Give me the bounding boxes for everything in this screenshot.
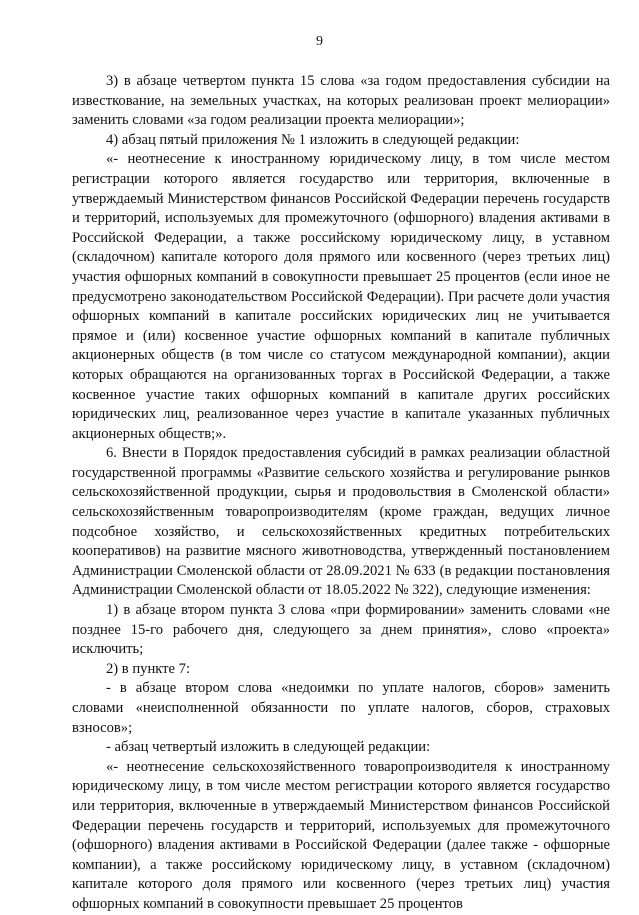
paragraph-subitem-2: 2) в пункте 7:: [106, 660, 191, 677]
paragraph-item-4: 4) абзац пятый приложения № 1 изложить в следующей редакции:: [106, 131, 520, 148]
document-body: [72, 72, 610, 915]
paragraph-offshore-definition-2: «- неотнесение сельскохозяйственного товаропроизводителя к иностранному юридическому лицу, в том числе местом регистрации которого является государство или территория, включенные в утверждаемый Министерством финансов Российской Федерации перечень государств и территорий, используемых для промежуточного (офшорного) владения активами в Российской Федерации (далее также - офшорные компании), а также российскому юридическому лицу, в уставном (складочном) капитале которого доля прямого или косвенного (через третьих лиц) участия офшорных компаний в совокупности превышает 25 процентов: [72, 758, 610, 912]
paragraph-item-3: 3) в абзаце четвертом пункта 15 слова «за годом предоставления субсидии на известкование, на земельных участках, на которых реализован проект мелиорации» заменить словами «за годом реализации проекта мелиорации»;: [72, 73, 610, 129]
page-number: 9: [316, 34, 323, 49]
paragraph-offshore-definition: «- неотнесение к иностранному юридическому лицу, в том числе местом регистрации которого является государство или территория, включенные в утверждаемый Министерством финансов Российской Федерации перечень государств и территорий, используемых для промежуточного (офшорного) владения активами в Российской Федерации, а также российскому юридическому лицу, в уставном (складочном) капитале которого доля прямого или косвенного (через третьих лиц) участия офшорных компаний в совокупности превышает 25 процентов (если иное не предусмотрено законодательством Российской Федерации). При расчете доли участия офшорных компаний в капитале российских юридических лиц не учитывается прямое и (или) косвенное участие офшорных компаний в капитале публичных акционерных обществ (в том числе со статусом международной компании), акции которых обращаются на организованных торгах в Российской Федерации, а также косвенное участие таких офшорных компаний в капитале других российских юридических лиц, реализованное через участие в капитале указанных публичных акционерных обществ;».: [72, 151, 610, 442]
paragraph-dash-1: - в абзаце втором слова «недоимки по уплате налогов, сборов» заменить словами «неисполненной обязанности по уплате налогов, сборов, страховых взносов»;: [72, 680, 610, 736]
paragraph-dash-2: - абзац четвертый изложить в следующей редакции:: [106, 739, 431, 756]
paragraph-section-6: 6. Внести в Порядок предоставления субсидий в рамках реализации областной государственной программы «Развитие сельского хозяйства и регулирование рынков сельскохозяйственной продукции, сырья и продовольствия в Смоленской области» сельскохозяйственным товаропроизводителям (кроме граждан, ведущих личное подсобное хозяйство, и сельскохозяйственных кредитных потребительских кооперативов) на развитие мясного животноводства, утвержденный постановлением Администрации Смоленской области от 28.09.2021 № 633 (в редакции постановления Администрации Смоленской области от 18.05.2022 № 322), следующие изменения:: [72, 445, 610, 599]
paragraph-subitem-1: 1) в абзаце втором пункта 3 слова «при формировании» заменить словами «не позднее 15-го рабочего дня, следующего за днем принятия», слово «проекта» исключить;: [72, 602, 610, 658]
